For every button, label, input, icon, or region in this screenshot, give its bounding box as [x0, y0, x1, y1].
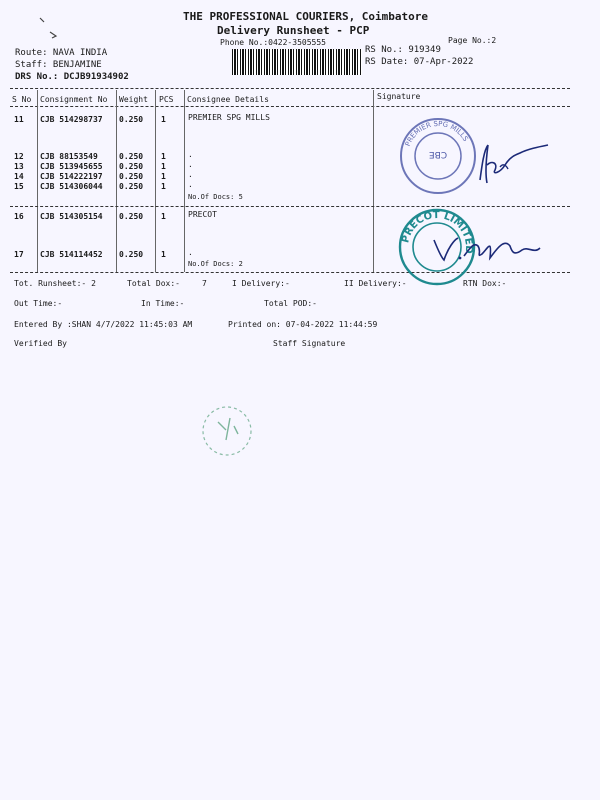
row-weight: 0.250: [119, 182, 144, 191]
signature-scribble: [430, 228, 545, 268]
row-pcs: 1: [161, 172, 166, 181]
stamp1-ring-text: PREMIER SPG MILLS: [403, 119, 470, 148]
table-bottom-line: [10, 272, 570, 273]
verified-by: Verified By: [14, 339, 67, 348]
i-delivery: I Delivery:-: [232, 279, 290, 288]
row-weight: 0.250: [119, 152, 144, 161]
row-sno: 16: [14, 212, 24, 221]
column-divider: [373, 90, 374, 272]
total-dox-value: 7: [202, 279, 207, 288]
row-pcs: 1: [161, 212, 166, 221]
printed-on: Printed on: 07-04-2022 11:44:59: [228, 320, 378, 329]
page-number: Page No.:2: [448, 36, 497, 45]
col-consignee: Consignee Details: [187, 95, 269, 104]
row-consignment: CJB 514306044: [40, 182, 103, 191]
row-weight: 0.250: [119, 172, 144, 181]
in-time: In Time:-: [141, 299, 185, 308]
rtn-dox: RTN Dox:-: [463, 279, 507, 288]
rs-date: RS Date: 07-Apr-2022: [365, 57, 474, 67]
col-pcs: PCS: [159, 95, 174, 104]
row-consignment: CJB 88153549: [40, 152, 98, 161]
row-pcs: 1: [161, 182, 166, 191]
staff-signature: Staff Signature: [273, 339, 346, 348]
faint-stamp-mark: [196, 400, 258, 462]
rs-number: RS No.: 919349: [365, 45, 441, 55]
row-consignment: CJB 514114452: [40, 250, 103, 259]
row-details: .: [188, 170, 193, 179]
row-pcs: 1: [161, 250, 166, 259]
row-details: .: [188, 248, 193, 257]
row-details: .: [188, 180, 193, 189]
row-consignment: CJB 514305154: [40, 212, 103, 221]
row-details: PREMIER SPG MILLS: [188, 113, 270, 122]
premier-mills-stamp: [398, 116, 478, 196]
col-signature: Signature: [377, 92, 421, 101]
docs-count: No.Of Docs: 5: [188, 193, 243, 201]
drs-number: DRS No.: DCJB91934902: [15, 72, 129, 82]
entered-by: Entered By :SHAN 4/7/2022 11:45:03 AM: [14, 320, 193, 329]
company-name: THE PROFESSIONAL COURIERS, Coimbatore: [183, 10, 429, 23]
column-divider: [184, 90, 185, 272]
phone-number: Phone No.:0422-3505555: [220, 38, 326, 47]
row-weight: 0.250: [119, 115, 144, 124]
group-separator: [10, 206, 570, 207]
row-sno: 11: [14, 115, 24, 124]
col-sno: S No: [12, 95, 32, 104]
col-weight: Weight: [119, 95, 148, 104]
stamp1-center-text: CBE: [428, 149, 448, 159]
row-pcs: 1: [161, 115, 166, 124]
table-top-line: [10, 88, 570, 89]
row-sno: 15: [14, 182, 24, 191]
row-sno: 17: [14, 250, 24, 259]
docs-count: No.Of Docs: 2: [188, 260, 243, 268]
row-pcs: 1: [161, 162, 166, 171]
total-dox-label: Total Dox:-: [127, 279, 180, 288]
staff: Staff: BENJAMINE: [15, 60, 102, 70]
stamp2-ring-text: PRECOT LIMITED: [400, 209, 475, 255]
document-title: Delivery Runsheet - PCP: [217, 24, 370, 37]
signature-scribble: [470, 135, 550, 190]
column-divider: [116, 90, 117, 272]
table-header-line: [10, 106, 570, 107]
row-weight: 0.250: [119, 212, 144, 221]
barcode: [232, 49, 362, 75]
row-consignment: CJB 513945655: [40, 162, 103, 171]
row-details: PRECOT: [188, 210, 217, 219]
row-details: .: [188, 150, 193, 159]
ii-delivery: II Delivery:-: [344, 279, 407, 288]
total-pod: Total POD:-: [264, 299, 317, 308]
route: Route: NAVA INDIA: [15, 48, 108, 58]
column-divider: [155, 90, 156, 272]
row-pcs: 1: [161, 152, 166, 161]
total-runsheet: Tot. Runsheet:- 2: [14, 279, 96, 288]
row-sno: 12: [14, 152, 24, 161]
column-divider: [37, 90, 38, 272]
row-details: .: [188, 160, 193, 169]
row-sno: 14: [14, 172, 24, 181]
row-consignment: CJB 514298737: [40, 115, 103, 124]
col-consignment: Consignment No: [40, 95, 108, 104]
out-time: Out Time:-: [14, 299, 63, 308]
row-weight: 0.250: [119, 162, 144, 171]
row-weight: 0.250: [119, 250, 144, 259]
row-sno: 13: [14, 162, 24, 171]
row-consignment: CJB 514222197: [40, 172, 103, 181]
corner-mark: [38, 14, 68, 42]
